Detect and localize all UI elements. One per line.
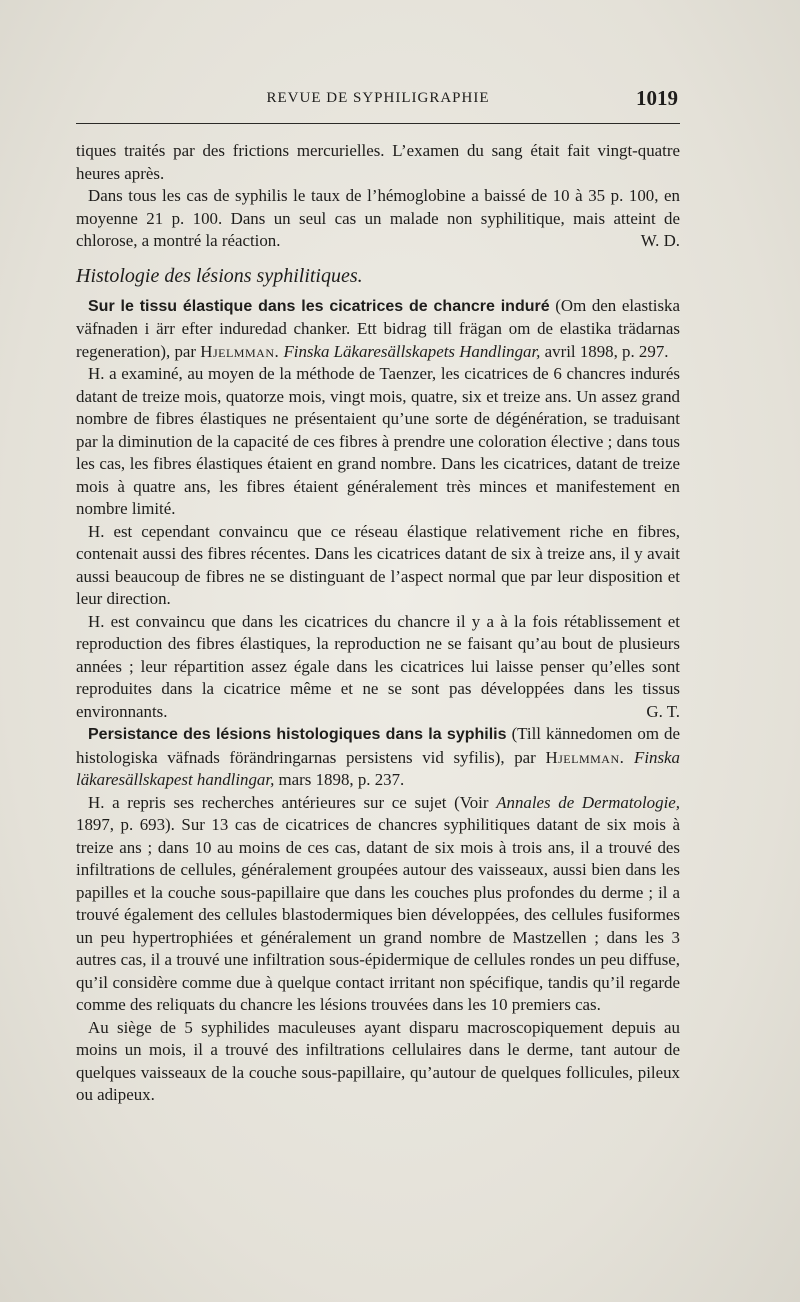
journal-name: Finska Läkaresällskapets Handlingar,: [283, 341, 541, 361]
paragraph: [76, 611, 680, 724]
article-reference: (Till kännedomen om de histologiska väfnads förändringarnas persistens vid syfilis), par: [76, 724, 680, 767]
article-reference: (Om den elastiska väfnaden i ärr efter induredad chanker. Ett bidrag till frägan om de elastika trädarnas regeneration), par: [76, 295, 680, 361]
author-name: Hjelmman.: [545, 747, 625, 767]
publication-date: avril 1898, p. 297.: [544, 341, 669, 361]
page-body: [76, 140, 680, 1107]
signature: W. D.: [640, 231, 680, 250]
author-name: Hjelmman.: [200, 341, 280, 361]
publication-date: mars 1898, p. 237.: [278, 770, 405, 789]
journal-name: Annales de Dermatologie,: [496, 792, 680, 812]
paragraph: H. est cependant convaincu que ce réseau élastique relativement riche en fibres, contenait aussi des fibres récentes. Dans les cicatrices datant de six à treize ans, il y avait aussi beaucoup de fibres ne se distinguant de l’aspect normal que par leur disposition et leur direction.: [76, 521, 680, 608]
paragraph-text: H. a repris ses recherches antérieures sur ce sujet (Voir: [88, 792, 489, 812]
running-title: REVUE DE SYPHILIGRAPHIE: [266, 90, 490, 106]
journal-name: Finska läkaresällskapest handlingar,: [76, 747, 680, 789]
page-header: [76, 86, 680, 116]
article-title: Persistance des lésions histologiques dans la syphilis: [88, 726, 507, 743]
article-heading: [76, 295, 680, 364]
paragraph: [76, 185, 680, 253]
section-title: Histologie des lésions syphilitiques.: [76, 264, 363, 287]
signature: G. T.: [646, 701, 680, 721]
paragraph: [76, 792, 680, 1017]
article-title: Sur le tissu élastique dans les cicatrices de chancre induré: [88, 297, 550, 315]
paragraph: H. a examiné, au moyen de la méthode de Taenzer, les cicatrices de 6 chancres indurés datant de treize mois, quatorze mois, vingt mois, quatre, six et treize ans. Un assez grand nombre de fibres élastiques ne présentaient qu’une sorte de dégénération, se traduisant par la diminution de la capacité de ces fibres à prendre une coloration élective ; dans tous les cas, les fibres élastiques étaient en grand nombre. Dans les cicatrices, datant de treize mois à quatre ans, les fibres étaient généralement très minces et manifestement en nombre limité.: [76, 364, 680, 518]
paragraph-text: Dans tous les cas de syphilis le taux de l’hémoglobine a baissé de 10 à 35 p. 100, en moyenne 21 p. 100. Dans un seul cas un malade non syphilitique, mais atteint de chlorose, a montré la réaction.: [76, 186, 680, 250]
article-heading: [76, 723, 680, 792]
paragraph-text: 1897, p. 693). Sur 13 cas de cicatrices de chancres syphilitiques datant de six mois à treize ans ; dans 10 au moins de ces cas, datant de six mois à trois ans, il a trouvé des infiltrations de cellules, généralement groupées autour des vaisseaux, aussi bien dans les papilles et la couche sous-papillaire que dans les couches plus profondes du derme ; il a trouvé également des cellules blastodermiques bien développées, des cellules fusiformes un peu hypertrophiées et généralement un grand nombre de Mastzellen ; dans les 3 autres cas, il a trouvé une infiltration sous-épidermique de cellules rondes un peu diffuse, qu’il considère comme due à quelque contact irritant non spécifique, tandis qu’il regarde comme des reliquats du chancre les lésions trouvées dans les 10 premiers cas.: [76, 815, 680, 1014]
page-number: 1019: [636, 86, 678, 110]
header-rule: [76, 123, 680, 124]
paragraph-text: H. est convaincu que dans les cicatrices du chancre il y a à la fois rétablissement et reproduction des fibres élastiques, la reproduction ne se faisant qu’au bout de plusieurs années ; leur répartition assez égale dans les cicatrices lui laisse penser qu’elles sont reproduites dans la cicatrice même et ne se sont pas développées dans les tissus environnants.: [76, 611, 680, 721]
paragraph: Au siège de 5 syphilides maculeuses ayant disparu macroscopiquement depuis au moins un mois, il a trouvé des infiltrations cellulaires dans le derme, tant autour de quelques vaisseaux de la couche sous-papillaire, qu’autour de quelques follicules, pileux ou adipeux.: [76, 1017, 680, 1104]
paragraph: tiques traités par des frictions mercurielles. L’examen du sang était fait vingt-quatre heures après.: [76, 141, 680, 183]
